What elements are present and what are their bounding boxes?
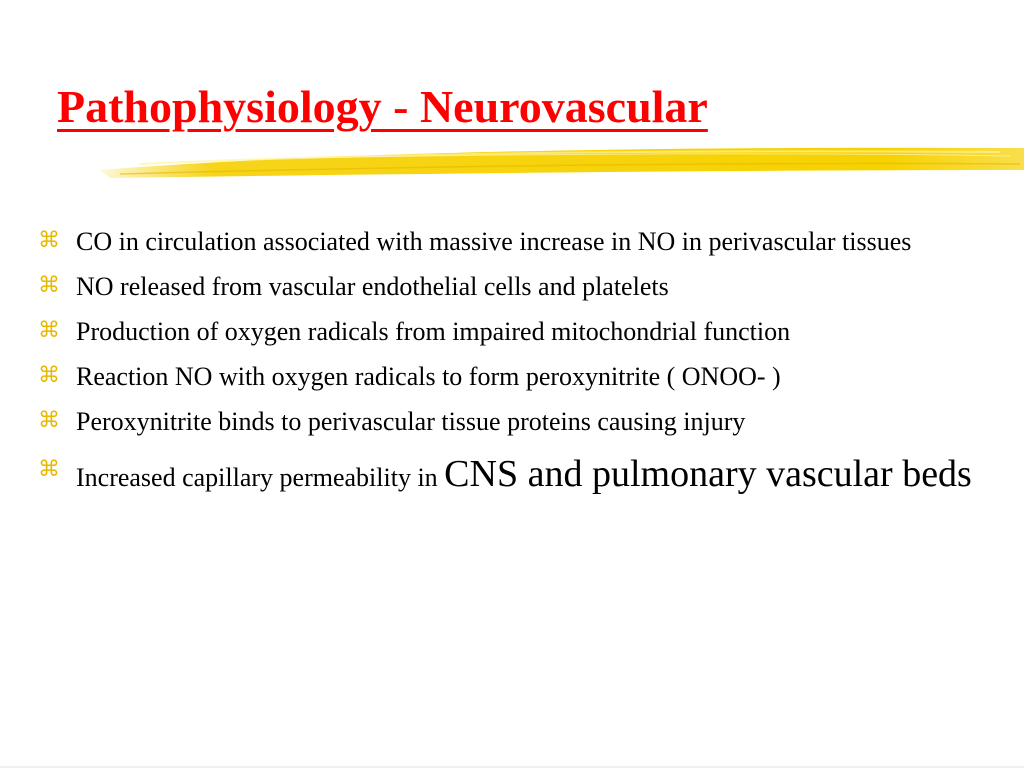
command-key-icon: ⌘: [38, 273, 60, 298]
command-key-icon: ⌘: [38, 363, 60, 388]
command-key-icon: ⌘: [38, 457, 60, 482]
title-brush-stroke: [0, 140, 1024, 190]
bullet-item-3: [38, 312, 1018, 351]
command-key-icon: ⌘: [38, 318, 60, 343]
bullet-text-small: Increased capillary permeability in: [76, 463, 445, 492]
bullet-item-6: [38, 451, 1018, 499]
bullet-item-4: [38, 357, 1018, 396]
bullet-text: Production of oxygen radicals from impaired mitochondrial function: [76, 317, 791, 346]
bullet-text: Peroxynitrite binds to perivascular tissue proteins causing injury: [76, 407, 746, 436]
slide-title: Pathophysiology - Neurovascular: [57, 81, 708, 132]
bullet-text-large: CNS and pulmonary vascular beds: [444, 453, 972, 495]
bullet-text: CO in circulation associated with massive increase in NO in perivascular tissues: [76, 227, 912, 256]
bullet-text: NO released from vascular endothelial cells and platelets: [76, 272, 669, 301]
bullet-item-5: [38, 402, 1018, 441]
bullet-item-1: [38, 222, 1018, 261]
command-key-icon: ⌘: [38, 228, 60, 253]
command-key-icon: ⌘: [38, 408, 60, 433]
bullet-list: [38, 222, 1018, 505]
bullet-text: Reaction NO with oxygen radicals to form peroxynitrite ( ONOO- ): [76, 362, 781, 391]
bullet-item-2: [38, 267, 1018, 306]
